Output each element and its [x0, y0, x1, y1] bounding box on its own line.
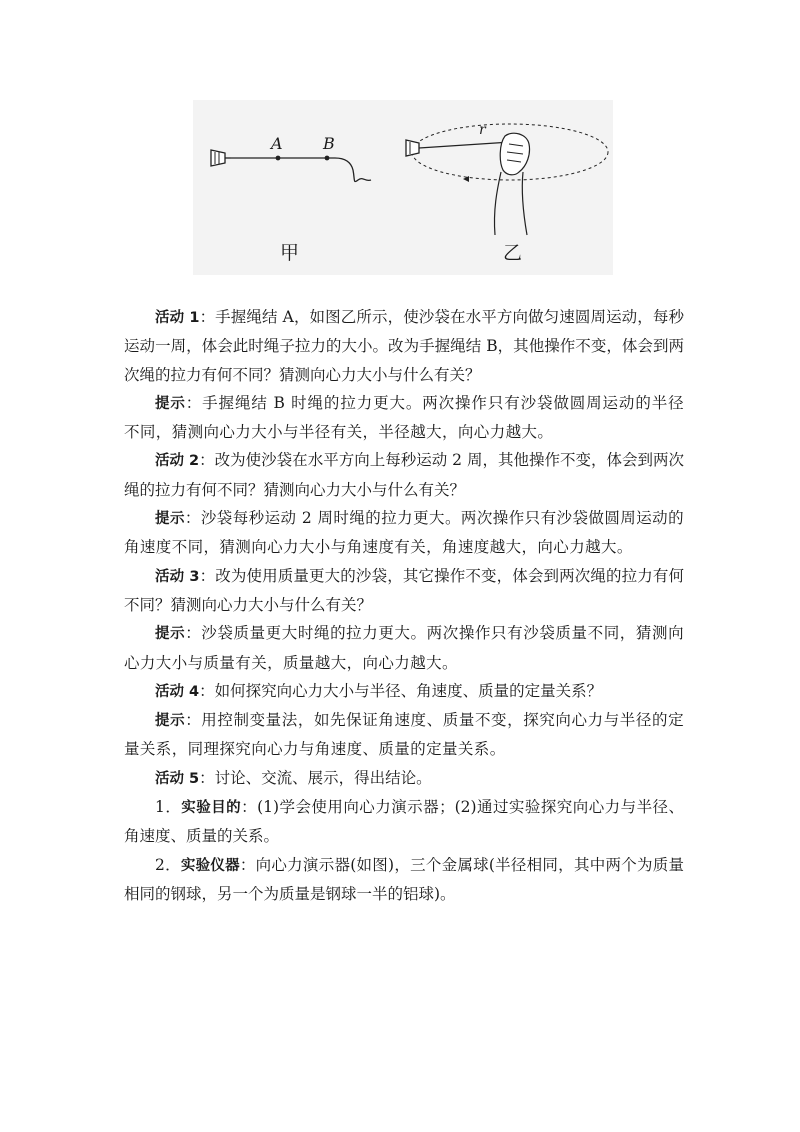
activity-1-label: 活动 1 — [155, 310, 200, 326]
paragraph-activity-5 — [124, 764, 684, 793]
sandbag-shape — [211, 150, 225, 166]
paragraph-experiment-instruments — [124, 851, 684, 909]
paragraph-hint-3 — [124, 619, 684, 677]
paragraph-hint-4 — [124, 706, 684, 764]
paragraph-activity-3 — [124, 562, 684, 620]
purpose-text: ：(1)学会使用向心力演示器；(2)通过实验探究向心力与半径、角速度、质量的关系。 — [124, 798, 684, 846]
activity-2-text: ：改为使沙袋在水平方向上每秒运动 2 周，其他操作不变，体会到两次绳的拉力有何不同？猜测向心力大小与什么有关？ — [124, 451, 685, 499]
hint-1-label: 提示 — [155, 395, 186, 412]
label-a: A — [271, 134, 283, 153]
radius-string — [419, 142, 511, 148]
knot-b — [325, 156, 330, 161]
hint-1-text: ：手握绳结 B 时绳的拉力更大。两次操作只有沙袋做圆周运动的半径不同，猜测向心力大小与半径有关，半径越大，向心力越大。 — [124, 393, 684, 442]
hint-2-label: 提示 — [155, 511, 185, 528]
knot-a — [276, 156, 281, 161]
hint-4-label: 提示 — [155, 713, 186, 730]
purpose-label: 实验目的 — [181, 800, 242, 817]
hint-3-text: ：沙袋质量更大时绳的拉力更大。两次操作只有沙袋质量不同，猜测向心力大小与质量有关，质量越大，向心力越大。 — [124, 624, 684, 672]
hint-4-text: ：用控制变量法，如先保证角速度、质量不变，探究向心力与半径的定量关系，同理探究向心力与角速度、质量的定量关系。 — [124, 711, 684, 759]
paragraph-activity-4 — [124, 677, 684, 706]
caption-jia: 甲 — [280, 242, 300, 264]
experiment-figure — [193, 100, 613, 275]
paragraph-activity-1 — [124, 303, 684, 389]
figure-yi — [406, 124, 608, 235]
activity-1-text: ：手握绳结 A，如图乙所示，使沙袋在水平方向做匀速圆周运动，每秒运动一周，体会此时绳子拉力的大小。改为手握绳结 B，其他操作不变，体会到两次绳的拉力有何不同？猜测向心力大小与什么有关？ — [124, 308, 685, 384]
label-b: B — [323, 134, 335, 153]
label-r: r — [479, 122, 486, 138]
instruments-label: 实验仪器 — [180, 857, 240, 874]
instruments-prefix: 2． — [155, 855, 181, 874]
activity-3-label: 活动 3 — [155, 568, 200, 585]
sandbag-shape-2 — [406, 140, 419, 156]
caption-yi: 乙 — [503, 242, 523, 264]
activity-4-label: 活动 4 — [155, 683, 200, 700]
instruments-text: ：向心力演示器(如图)，三个金属球(半径相同，其中两个为质量相同的钢球，另一个为质量是钢球一半的铝球)。 — [124, 855, 684, 903]
activity-5-text: ：讨论、交流、展示，得出结论。 — [199, 768, 432, 787]
activity-3-text: ：改为使用质量更大的沙袋，其它操作不变，体会到两次绳的拉力有何不同？猜测向心力大小与什么有关？ — [124, 566, 684, 614]
figure-drawing — [193, 100, 613, 275]
hint-2-text: ：沙袋每秒运动 2 周时绳的拉力更大。两次操作只有沙袋做圆周运动的角速度不同，猜测向心力大小与角速度有关，角速度越大，向心力越大。 — [124, 509, 684, 557]
paragraph-hint-1 — [124, 389, 684, 447]
paragraph-activity-2 — [124, 446, 684, 504]
purpose-prefix: 1． — [155, 798, 182, 817]
activity-4-text: ：如何探究向心力大小与半径、角速度、质量的定量关系？ — [199, 681, 603, 700]
activity-2-label: 活动 2 — [155, 453, 200, 470]
document-body — [124, 303, 684, 908]
figure-jia — [211, 150, 371, 182]
paragraph-hint-2 — [124, 504, 684, 562]
paragraph-experiment-purpose — [124, 793, 684, 851]
hint-3-label: 提示 — [155, 626, 186, 643]
hand-icon — [500, 133, 529, 175]
activity-5-label: 活动 5 — [155, 770, 200, 787]
